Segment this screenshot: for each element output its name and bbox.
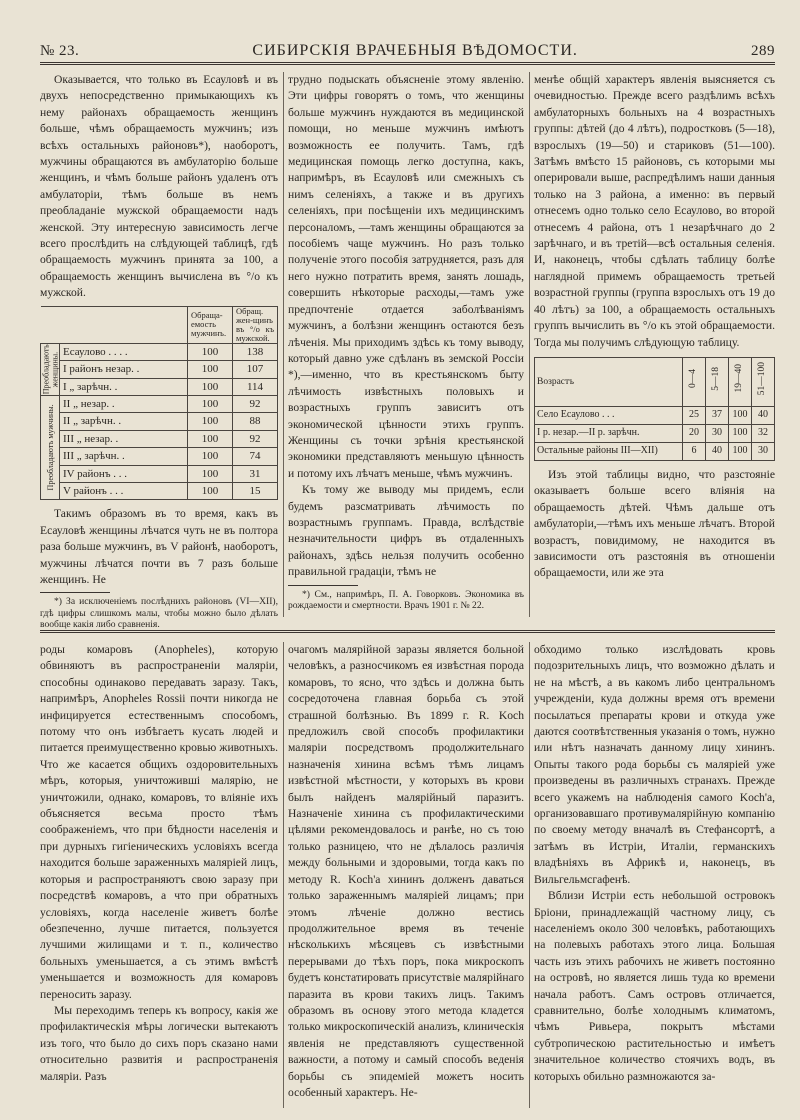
section-rule: [40, 630, 775, 633]
table-row: [41, 430, 278, 447]
cell-women: 114: [233, 378, 278, 395]
paragraph: Мы переходимъ теперь къ вопросу, какія же профилактическія мѣры логически вытекаютъ изъ того, что было до сихъ поръ сказано нами относительно развитія и распространенія маляріи. Разъ: [40, 1003, 278, 1083]
cell-men: 100: [188, 378, 233, 395]
cell-women: 138: [233, 343, 278, 360]
table-row: [41, 465, 278, 482]
cell-women: 92: [233, 430, 278, 447]
page-header: [40, 38, 775, 60]
table-cell: 100: [729, 424, 752, 442]
cell-men: 100: [188, 448, 233, 465]
row-label: I р. незар.—II р. зарѣчн.: [535, 424, 683, 442]
page-number: 289: [750, 43, 775, 59]
paragraph: Оказывается, что только въ Есауловѣ и въ двухъ непосредственно примыкающихъ къ нему районахъ обращаемость женщинъ больше, чѣмъ обращаемость мужчинъ; изъ всѣхъ остальныхъ районовъ*), наоборотъ, мужчины обращаются въ амбулаторію больше женщинъ, и чѣмъ больше районъ удаленъ отъ амбулаторіи, тѣмъ больше въ немъ преобладаніе мужской обращаемости надъ женской. Эту интересную зависимость легче всего прослѣдить на слѣдующей таблицѣ, гдѣ обращаемость мужчинъ принята за 100, а обращаемость женщинъ вычислена въ °/о къ мужской.: [40, 73, 278, 300]
table-cell: 40: [752, 406, 775, 424]
table-row: [41, 482, 278, 499]
table-cell: 30: [706, 424, 729, 442]
cell-women: 74: [233, 448, 278, 465]
bottom-column-2: [288, 642, 524, 1110]
row-label: V районъ . . .: [60, 482, 188, 499]
table-cell: 37: [706, 406, 729, 424]
row-label: I „ зарѣчн. .: [60, 378, 188, 395]
cell-women: 92: [233, 395, 278, 412]
row-label: II „ зарѣчн. .: [60, 413, 188, 430]
group-label-men: Преобладаютъ мужчины.: [41, 395, 60, 499]
paragraph: роды комаровъ (Anopheles), которую обвиняютъ въ распространеніи маляріи, способны одинаково передавать заразу. Такъ, напримѣръ, Anopheles Rossii почти никогда не инфицируется естественнымъ способомъ, потому что онъ избѣгаетъ кусать людей и питается преимущественно кровью животныхъ. Что же касается общихъ оздоровительныхъ мѣръ, которыя, уничтожившi малярію, не уничтожили, однако, комаровъ, то вліяніе ихъ объясняется весьма просто тѣмъ соображеніемъ, что при бѣдности населенія и при дурныхъ гигіеническихъ условіяхъ всегда находится больше зараженныхъ маляріей лицъ, которыя и распространяютъ свою заразу при посредствѣ комаровъ, а что при обратныхъ условіяхъ, когда населеніе живетъ болѣе обезпеченно, лучше питается, пользуется лучшими жилищами и т. п., количество больныхъ уменьшается, а съ этимъ вмѣстѣ уменьшается и возможность для комаровъ переносить заразу.: [40, 643, 278, 1001]
group-label-women: Преобладаютъ женщины.: [41, 344, 59, 395]
paragraph: трудно подыскать объясненіе этому явленію. Эти цифры говорятъ о томъ, что женщины больше мужчинъ нуждаются въ медицинской помощи, но меньше мужчинъ имѣютъ возможность ее получить. Тамъ, гдѣ медицинская помощь легко доступна, какъ, напримѣръ, въ Есауловѣ или смежныхъ съ нимъ селеніяхъ, а также и въ другихъ селеніяхъ, при посѣщеніи ихъ медицинскимъ персоналомъ, —тамъ женщины обращаются за пособіемъ чаще мужчинъ. Но разъ только полученіе этого пособія затрудняется, разъ для него нужно потратить время, занять лошадь, совершить нѣкоторые расходы,—тамъ уже предпочтеніе отдается заболѣваніямъ мужчинъ, а болѣзни женщинъ остаются безъ лѣченія. Мы приходимъ здѣсь къ тому выводу, который давно уже сдѣланъ въ земской Россіи *),—именно, что въ крестьянскомъ быту лѣчимость извѣстныхъ половыхъ и возрастныхъ группъ зависитъ отъ экономической цѣнности этихъ группъ. Женщины съ точки зрѣнія крестьянской экономики представляютъ меньшую цѣнность и потому ихъ лѣчатъ меньше, чѣмъ мужчинъ.: [288, 73, 524, 480]
cell-women: 31: [233, 465, 278, 482]
table-row: [41, 413, 278, 430]
footnote-rule: [288, 585, 358, 586]
top-column-1: [40, 72, 278, 631]
age-header: 0—4: [683, 357, 706, 406]
table-cell: 25: [683, 406, 706, 424]
row-label: Есаулово . . . .: [60, 343, 188, 360]
table-row: [41, 448, 278, 465]
cell-men: 100: [188, 343, 233, 360]
row-label: III „ незар. .: [60, 430, 188, 447]
age-group-table: [534, 357, 775, 461]
footnote-rule: [40, 592, 110, 593]
row-label: III „ зарѣчн. .: [60, 448, 188, 465]
row-label: Село Есаулово . . .: [535, 406, 683, 424]
paragraph: очагомъ малярійной заразы является больной человѣкъ, а разносчикомъ ея извѣстная порода комаровъ, то ясно, что здѣсь и должна быть сосредоточена главная борьба съ этой страшной болѣзнью. Въ 1899 г. R. Koch предложилъ свой способъ профилактики маляріи посредствомъ продолжительнаго назначенія хинина всѣмъ тѣмъ лицамъ извѣстной мѣстности, у которыхъ въ крови былъ найденъ малярійный паразитъ. Назначеніе хинина съ профилактическими цѣлями рекомендовалось и ранѣе, но съ тою только разницею, что не дѣлалось различія между больными и здоровыми, тогда какъ по методу R. Koch'а хининъ долженъ даваться только зараженнымъ маляріей лицамъ; при этомъ лѣченіе должно вестись продолжительное время въ теченіе нѣсколькихъ мѣсяцевъ съ извѣстными перерывами до тѣхъ поръ, пока микроскопъ будетъ констатировать присутствіе малярійнаго паразита въ крови такихъ лицъ. Такимъ образомъ въ основу этого метода кладется только микроскопическій анализъ, клиническія явленія не представляютъ существенной важности, а потому и самый способъ веденія борьбы съ эпидеміей можетъ носить особенный характеръ. Не-: [288, 643, 524, 1099]
column-divider: [529, 642, 530, 1108]
sex-ratio-table: [40, 306, 278, 501]
table-row: [41, 361, 278, 378]
cell-men: 100: [188, 482, 233, 499]
journal-title: СИБИРСКІЯ ВРАЧЕБНЫЯ ВѢДОМОСТИ.: [252, 42, 578, 59]
column-divider: [529, 72, 530, 617]
row-label: I районъ незар. .: [60, 361, 188, 378]
table-row: [535, 406, 775, 424]
paragraph: Вблизи Истріи есть небольшой островокъ Бріони, принадлежащій частному лицу, съ населеніемъ около 300 человѣкъ, работающихъ на полевыхъ работахъ этого лица. Большая часть изъ этихъ рабочихъ не живетъ постоянно на островѣ, но является лишь туда ко времени начала работъ. Самъ островъ отличается, сравнительно, болѣе холоднымъ климатомъ, чѣмъ Ривьера, покрытъ мѣстами субтропическою растительностью и имѣетъ значительное количество стоячихъ водъ, въ которыхъ обильно размножаются за-: [534, 889, 775, 1083]
table-row: [41, 343, 278, 360]
age-header: 19—40: [729, 357, 752, 406]
table-cell: 100: [729, 442, 752, 460]
table-cell: 100: [729, 406, 752, 424]
table-row: [41, 378, 278, 395]
issue-number: № 23.: [40, 43, 80, 59]
table-cell: 32: [752, 424, 775, 442]
table-cell: 20: [683, 424, 706, 442]
table-cell: 40: [706, 442, 729, 460]
age-header: 51—100: [752, 357, 775, 406]
table-row: [41, 395, 278, 412]
top-column-2: [288, 72, 524, 620]
table-row: [535, 424, 775, 442]
age-column-label: Возрастъ: [535, 357, 683, 406]
paragraph: Такимъ образомъ въ то время, какъ въ Есауловѣ женщины лѣчатся чуть не въ полтора раза больше мужчинъ, въ V районѣ, наоборотъ, мужчины лѣчатся почти въ 7 разъ больше женщинъ. Не: [40, 507, 278, 586]
top-column-3: [534, 72, 775, 620]
table-cell: 30: [752, 442, 775, 460]
row-label: Остальные районы III—XII): [535, 442, 683, 460]
table-cell: 6: [683, 442, 706, 460]
cell-men: 100: [188, 430, 233, 447]
row-label: II „ незар. .: [60, 395, 188, 412]
footnote: *) За исключеніемъ послѣднихъ районовъ (VI—XII), гдѣ цифры слишкомъ малы, чтобы можно было дѣлать вообще какія либо сравненія.: [40, 596, 278, 631]
column-divider: [283, 72, 284, 617]
cell-men: 100: [188, 361, 233, 378]
paragraph: обходимо только изслѣдовать кровь подозрительныхъ лицъ, что возможно дѣлать и не на мѣстѣ, а въ какомъ либо центральномъ учрежденіи, куда должны время отъ времени посылаться препараты крови и откуда уже даются соотвѣтственныя указанія о томъ, нужно или нѣтъ назначать данному лицу хининъ. Опыты такого рода борьбы съ маляріей уже произведены въ различныхъ странахъ. Прежде всего укажемъ на наблюденія самого Koch'а, организовавшаго противумалярійную компанію по своему методу вначалѣ въ Стефансортѣ, а затѣмъ въ Истріи, Италіи, германскихъ владѣніяхъ въ Африкѣ и, наконецъ, въ Вильгельмсгафенѣ.: [534, 643, 775, 886]
cell-women: 15: [233, 482, 278, 499]
cell-women: 107: [233, 361, 278, 378]
cell-men: 100: [188, 395, 233, 412]
column-header-women: Обращ. жен-щинъ въ °/о къ мужской.: [233, 306, 278, 343]
bottom-column-3: [534, 642, 775, 1110]
cell-men: 100: [188, 465, 233, 482]
row-label: IV районъ . . .: [60, 465, 188, 482]
column-header-men: Обраща-емость мужчинъ.: [188, 306, 233, 343]
cell-men: 100: [188, 413, 233, 430]
column-divider: [283, 642, 284, 1108]
age-header: 5—18: [706, 357, 729, 406]
footnote: *) См., напримѣръ, П. А. Говорковъ. Экономика въ рождаемости и смертности. Врачъ 1901 г. № 22.: [288, 588, 524, 612]
paragraph: Къ тому же выводу мы придемъ, если будемъ разсматривать лѣчимость по возрастнымъ группамъ. Правда, вслѣдствіе незначительности цифръ въ отдаленныхъ районахъ, здѣсь нельзя получить особенно правильной градаціи, тѣмъ не: [288, 483, 524, 579]
paragraph: менѣе общій характеръ явленія выясняется съ очевидностью. Прежде всего раздѣлимъ всѣхъ амбулаторныхъ больныхъ на 4 возрастныхъ группы: дѣтей (до 4 лѣтъ), подростковъ (5—18), взрослыхъ (19—50) и стариковъ (51—100). Затѣмъ вмѣсто 15 районовъ, съ которыми мы оперировали выше, распредѣлимъ наши данныя только на 3 района, а именно: въ первый отнесемъ одно только село Есаулово, во второй отнесемъ 4 района, отъ 1 незарѣчнаго до 2 зарѣчнаго, и въ третій—всѣ остальныя селенія. И, наконецъ, чтобы сдѣлать таблицу болѣе наглядной примемъ обращаемость третьей возрастной группы (группа взрослыхъ отъ 19 до 40 лѣтъ) за 100, а обращаемость остальныхъ группъ вычислить въ °/о къ этой обращаемости. Тогда мы получимъ слѣдующую таблицу.: [534, 73, 775, 349]
table-corner: [41, 306, 188, 343]
cell-women: 88: [233, 413, 278, 430]
table-row: [535, 442, 775, 460]
paragraph: Изъ этой таблицы видно, что разстояніе оказываетъ больше всего вліянія на обращаемость дѣтей. Чѣмъ дальше отъ амбулаторіи,—тѣмъ ихъ меньше лѣчатъ. Второй возрастъ, повидимому, не находится въ зависимости отъ разстоянія въ отношеніи обращаемости, или же эта: [534, 467, 775, 580]
header-rule: [40, 62, 775, 65]
bottom-column-1: [40, 642, 278, 1110]
